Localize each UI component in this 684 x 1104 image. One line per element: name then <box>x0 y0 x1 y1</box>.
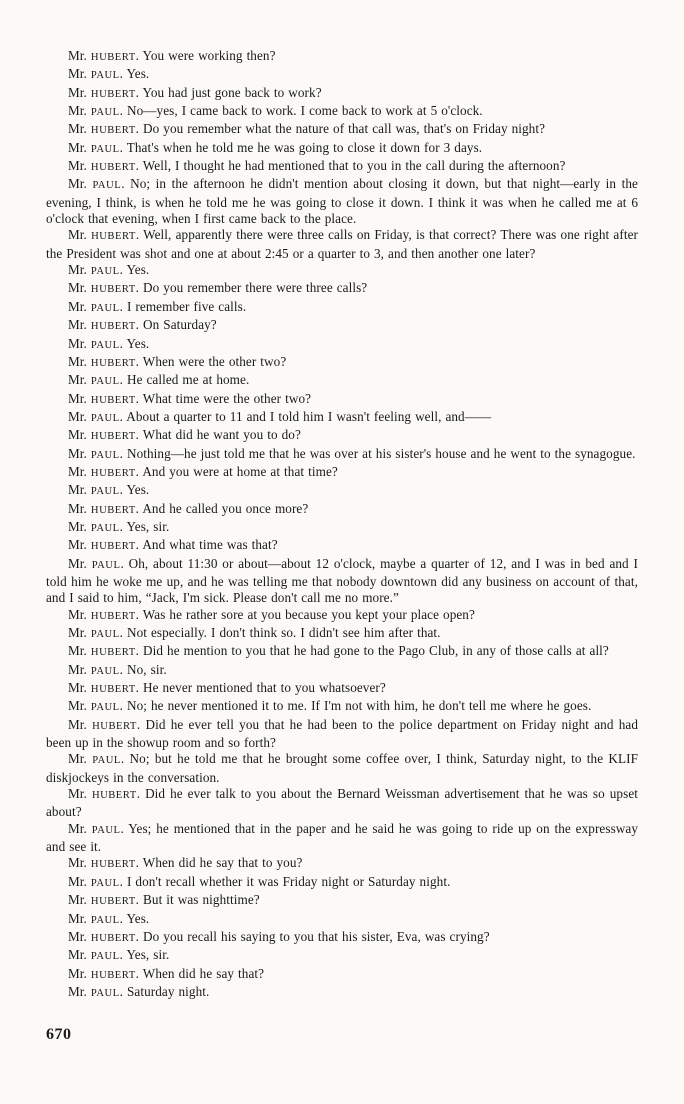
speaker-honorific: Mr. <box>68 48 87 63</box>
page-number: 670 <box>46 1026 72 1043</box>
transcript-text: When were the other two? <box>142 353 287 369</box>
transcript-text: Yes. <box>126 482 150 498</box>
speaker-name: HUBERT <box>90 859 136 871</box>
transcript-line <box>46 317 638 335</box>
speaker-name: HUBERT <box>90 647 136 659</box>
transcript-text: You had just gone back to work? <box>142 84 322 100</box>
transcript-text: You were working then? <box>142 48 276 63</box>
speaker-honorific: Mr. <box>68 965 87 981</box>
transcript-text: Yes; he mentioned that in the paper and he said he was going to ride up on the expressway and see it. <box>46 820 638 855</box>
speaker-label: Mr. PAUL. <box>68 983 127 999</box>
speaker-honorific: Mr. <box>68 855 87 871</box>
speaker-label: Mr. PAUL. <box>68 482 127 498</box>
transcript-line <box>46 821 638 856</box>
transcript-text: Yes, sir. <box>126 947 170 963</box>
speaker-name: PAUL <box>90 877 120 889</box>
transcript-text: Not especially. I don't think so. I didn't see him after that. <box>126 625 441 640</box>
speaker-label: Mr. PAUL. <box>68 139 127 155</box>
transcript-text: Well, apparently there were three calls on Friday, is that correct? There was one right after the President was shot and one at about 2:45 or a quarter to 3, and then another one later? <box>46 227 638 261</box>
speaker-label: Mr. PAUL. <box>68 910 127 926</box>
speaker-name: HUBERT <box>90 932 136 944</box>
speaker-honorific: Mr. <box>68 463 87 479</box>
speaker-honorific: Mr. <box>68 482 87 498</box>
transcript-line <box>46 85 638 103</box>
speaker-honorific: Mr. <box>68 103 87 119</box>
speaker-label: Mr. PAUL. <box>68 518 127 534</box>
speaker-honorific: Mr. <box>68 661 87 677</box>
transcript-line <box>46 121 638 139</box>
transcript-line <box>46 501 638 519</box>
transcript-line <box>46 556 638 607</box>
speaker-name: PAUL <box>90 702 120 714</box>
transcript-line <box>46 929 638 947</box>
transcript-text: When did he say that to you? <box>142 855 303 871</box>
speaker-honorific: Mr. <box>68 947 87 963</box>
speaker-label: Mr. HUBERT. <box>68 158 143 174</box>
speaker-honorific: Mr. <box>68 625 87 640</box>
transcript-line <box>46 892 638 910</box>
transcript-text: No, sir. <box>126 661 167 677</box>
speaker-label: Mr. PAUL. <box>68 947 127 963</box>
speaker-label: Mr. PAUL. <box>68 372 127 388</box>
speaker-honorific: Mr. <box>68 298 87 314</box>
speaker-name: PAUL <box>91 824 121 836</box>
speaker-honorific: Mr. <box>68 335 87 351</box>
speaker-name: HUBERT <box>90 896 136 908</box>
transcript-text: Did he ever talk to you about the Bernard Weissman advertisement that he was so upset about? <box>46 786 638 820</box>
speaker-name: PAUL <box>90 376 120 388</box>
transcript-line <box>46 140 638 158</box>
speaker-name: HUBERT <box>90 162 136 174</box>
speaker-label: Mr. PAUL. <box>68 262 127 278</box>
speaker-label: Mr. PAUL. <box>68 661 127 677</box>
transcript-text: Saturday night. <box>126 983 210 999</box>
transcript-text: When did he say that? <box>142 965 265 981</box>
speaker-label: Mr. HUBERT. <box>68 353 143 369</box>
speaker-honorific: Mr. <box>68 786 87 802</box>
transcript-line <box>46 911 638 929</box>
speaker-name: PAUL <box>92 180 122 192</box>
speaker-label: Mr. HUBERT. <box>68 680 144 696</box>
transcript-text: No; in the afternoon he didn't mention about closing it down, but that night—early in the evening, I think, is when he told me he was going to close it down. I think it was when he called me at 6 o'clock that evening, when I first came back to the place. <box>46 176 638 227</box>
speaker-honorific: Mr. <box>68 500 87 516</box>
transcript-line <box>46 299 638 317</box>
speaker-honorific: Mr. <box>68 176 87 192</box>
transcript-line <box>46 391 638 409</box>
speaker-label: Mr. PAUL. <box>68 298 127 314</box>
speaker-label: Mr. PAUL. <box>68 820 129 836</box>
speaker-name: PAUL <box>90 412 120 424</box>
speaker-name: PAUL <box>90 70 120 82</box>
transcript-text: That's when he told me he was going to close it down for 3 days. <box>126 139 483 155</box>
speaker-label: Mr. PAUL. <box>68 751 130 767</box>
transcript-line <box>46 409 638 427</box>
speaker-honorific: Mr. <box>68 820 87 836</box>
speaker-label: Mr. HUBERT. <box>68 317 144 333</box>
transcript-text: He never mentioned that to you whatsoever? <box>143 680 386 696</box>
speaker-label: Mr. HUBERT. <box>68 855 143 871</box>
speaker-honorific: Mr. <box>68 139 87 155</box>
transcript-line <box>46 446 638 464</box>
transcript-text: Nothing—he just told me that he was over at his sister's house and he went to the synagogue. <box>126 445 636 461</box>
speaker-honorific: Mr. <box>68 262 87 278</box>
speaker-label: Mr. HUBERT. <box>68 280 144 296</box>
transcript-line <box>46 227 638 262</box>
transcript-line <box>46 158 638 176</box>
speaker-name: PAUL <box>90 449 120 461</box>
speaker-label: Mr. HUBERT. <box>68 643 144 659</box>
speaker-name: HUBERT <box>90 52 136 63</box>
speaker-name: HUBERT <box>90 684 136 696</box>
speaker-honorific: Mr. <box>68 873 87 889</box>
speaker-honorific: Mr. <box>68 680 87 696</box>
speaker-honorific: Mr. <box>68 910 87 926</box>
transcript-line <box>46 280 638 298</box>
transcript-text: And you were at home at that time? <box>142 463 338 479</box>
speaker-honorific: Mr. <box>68 518 87 534</box>
speaker-name: PAUL <box>90 522 120 534</box>
transcript-line <box>46 482 638 500</box>
transcript-text: Was he rather sore at you because you kept your place open? <box>142 606 475 622</box>
speaker-name: HUBERT <box>92 720 137 732</box>
transcript-line <box>46 947 638 965</box>
speaker-name: PAUL <box>90 665 120 677</box>
speaker-label: Mr. PAUL. <box>68 555 129 571</box>
speaker-honorific: Mr. <box>68 280 87 296</box>
speaker-name: PAUL <box>90 339 120 351</box>
speaker-honorific: Mr. <box>68 84 87 100</box>
transcript-text: And he called you once more? <box>142 500 309 516</box>
speaker-label: Mr. PAUL. <box>68 66 127 82</box>
transcript-text: About a quarter to 11 and I told him I wasn't feeling well, and—— <box>126 408 492 424</box>
speaker-name: HUBERT <box>90 357 136 369</box>
speaker-name: HUBERT <box>90 125 136 137</box>
speaker-label: Mr. HUBERT. <box>68 716 146 732</box>
speaker-honorific: Mr. <box>68 983 87 999</box>
transcript-text: But it was nighttime? <box>143 892 260 908</box>
speaker-label: Mr. PAUL. <box>68 625 127 640</box>
transcript-line <box>46 66 638 84</box>
speaker-honorific: Mr. <box>68 928 87 944</box>
speaker-label: Mr. HUBERT. <box>68 965 143 981</box>
transcript-line <box>46 336 638 354</box>
speaker-name: HUBERT <box>90 321 136 333</box>
speaker-honorific: Mr. <box>68 158 87 174</box>
speaker-label: Mr. PAUL. <box>68 103 127 119</box>
transcript-text: Did he ever tell you that he had been to the police department on Friday night and had been up in the showup room and so forth? <box>46 716 639 751</box>
transcript-text: No; he never mentioned it to me. If I'm not with him, he don't tell me where he goes. <box>126 698 592 714</box>
speaker-honorific: Mr. <box>68 317 87 333</box>
transcript-line <box>46 607 638 625</box>
speaker-label: Mr. HUBERT. <box>68 390 143 406</box>
transcript-line <box>46 354 638 372</box>
speaker-honorific: Mr. <box>68 227 87 243</box>
transcript-text: I remember five calls. <box>126 298 247 314</box>
speaker-honorific: Mr. <box>68 606 87 622</box>
speaker-honorific: Mr. <box>68 698 87 714</box>
speaker-name: PAUL <box>90 486 120 498</box>
transcript-text: Do you recall his saying to you that his sister, Eva, was crying? <box>143 928 490 944</box>
transcript-line <box>46 372 638 390</box>
speaker-name: HUBERT <box>91 231 136 243</box>
transcript-text: Yes. <box>126 66 150 82</box>
speaker-honorific: Mr. <box>68 121 87 137</box>
transcript-line <box>46 966 638 984</box>
transcript-text: No—yes, I came back to work. I come back to work at 5 o'clock. <box>126 103 483 119</box>
speaker-label: Mr. PAUL. <box>68 176 131 192</box>
speaker-label: Mr. PAUL. <box>68 873 127 889</box>
speaker-label: Mr. HUBERT. <box>68 606 143 622</box>
transcript-line <box>46 103 638 121</box>
speaker-label: Mr. HUBERT. <box>68 892 144 908</box>
transcript-text: Yes. <box>126 910 150 926</box>
transcript-text: Yes, sir. <box>126 518 170 534</box>
speaker-label: Mr. HUBERT. <box>68 786 146 802</box>
speaker-label: Mr. HUBERT. <box>68 227 144 243</box>
speaker-label: Mr. PAUL. <box>68 335 127 351</box>
speaker-honorific: Mr. <box>68 427 87 443</box>
transcript-line <box>46 427 638 445</box>
speaker-honorific: Mr. <box>68 643 87 659</box>
speaker-name: HUBERT <box>90 284 136 296</box>
transcript-line <box>46 874 638 892</box>
speaker-name: HUBERT <box>90 431 136 443</box>
speaker-honorific: Mr. <box>68 751 87 767</box>
transcript-line <box>46 262 638 280</box>
speaker-name: PAUL <box>90 302 120 314</box>
transcript-line <box>46 643 638 661</box>
transcript-line <box>46 176 638 227</box>
speaker-name: PAUL <box>90 629 120 640</box>
speaker-label: Mr. PAUL. <box>68 698 127 714</box>
speaker-label: Mr. HUBERT. <box>68 84 143 100</box>
speaker-honorific: Mr. <box>68 372 87 388</box>
speaker-label: Mr. HUBERT. <box>68 427 143 443</box>
transcript-line <box>46 698 638 716</box>
speaker-honorific: Mr. <box>68 716 87 732</box>
speaker-name: HUBERT <box>90 541 136 553</box>
transcript-line <box>46 855 638 873</box>
speaker-name: PAUL <box>90 987 120 999</box>
speaker-honorific: Mr. <box>68 555 87 571</box>
transcript-line <box>46 786 638 821</box>
speaker-name: HUBERT <box>90 467 136 479</box>
speaker-honorific: Mr. <box>68 408 87 424</box>
speaker-label: Mr. HUBERT. <box>68 928 144 944</box>
transcript-line <box>46 984 638 1002</box>
speaker-label: Mr. HUBERT. <box>68 537 143 553</box>
speaker-label: Mr. PAUL. <box>68 445 127 461</box>
speaker-honorific: Mr. <box>68 66 87 82</box>
transcript-text: Oh, about 11:30 or about—about 12 o'clock, maybe a quarter of 12, and I was in bed and I told him he woke me up, and he was telling me that nobody downtown did any business on account of that, and I said to him, “Jack, I'm sick. Please don't call me no more.” <box>46 555 638 606</box>
speaker-name: PAUL <box>91 559 121 571</box>
speaker-label: Mr. HUBERT. <box>68 48 143 63</box>
speaker-label: Mr. HUBERT. <box>68 500 143 516</box>
speaker-label: Mr. HUBERT. <box>68 121 144 137</box>
transcript-text: Do you remember there were three calls? <box>143 280 368 296</box>
speaker-name: PAUL <box>90 143 120 155</box>
transcript-line <box>46 519 638 537</box>
transcript-line <box>46 751 638 786</box>
transcript-text: What time were the other two? <box>142 390 312 406</box>
transcript-text: Well, I thought he had mentioned that to you in the call during the afternoon? <box>142 158 566 174</box>
transcript-text: On Saturday? <box>143 317 217 333</box>
transcript-line <box>46 537 638 555</box>
transcript-text: And what time was that? <box>142 537 278 553</box>
transcript-text: Yes. <box>126 262 150 278</box>
transcript-line <box>46 662 638 680</box>
transcript-text: Yes. <box>126 335 150 351</box>
transcript-line <box>46 48 638 66</box>
transcript-text: What did he want you to do? <box>142 427 301 443</box>
transcript-line <box>46 680 638 698</box>
transcript-text: I don't recall whether it was Friday night or Saturday night. <box>126 873 451 889</box>
transcript-text: Did he mention to you that he had gone to the Pago Club, in any of those calls at all? <box>143 643 609 659</box>
transcript-line <box>46 464 638 482</box>
transcript-line <box>46 717 638 752</box>
speaker-name: HUBERT <box>91 790 137 802</box>
speaker-name: HUBERT <box>90 88 136 100</box>
speaker-honorific: Mr. <box>68 537 87 553</box>
speaker-honorific: Mr. <box>68 892 87 908</box>
transcript-line <box>46 625 638 643</box>
speaker-name: PAUL <box>90 266 120 278</box>
transcript-text: No; but he told me that he brought some coffee over, I think, Saturday night, to the KLIF diskjockeys in the conversation. <box>46 751 639 785</box>
speaker-honorific: Mr. <box>68 390 87 406</box>
speaker-honorific: Mr. <box>68 445 87 461</box>
testimony-transcript <box>46 48 638 1002</box>
transcript-text: He called me at home. <box>126 372 250 388</box>
speaker-name: PAUL <box>90 914 120 926</box>
speaker-label: Mr. HUBERT. <box>68 463 143 479</box>
speaker-name: HUBERT <box>90 610 136 622</box>
transcript-text: Do you remember what the nature of that call was, that's on Friday night? <box>143 121 546 137</box>
speaker-name: PAUL <box>92 755 121 767</box>
speaker-name: HUBERT <box>90 969 136 981</box>
speaker-name: HUBERT <box>90 394 136 406</box>
speaker-honorific: Mr. <box>68 353 87 369</box>
speaker-name: PAUL <box>90 107 120 119</box>
speaker-label: Mr. PAUL. <box>68 408 127 424</box>
speaker-name: HUBERT <box>90 504 136 516</box>
speaker-name: PAUL <box>90 951 120 963</box>
